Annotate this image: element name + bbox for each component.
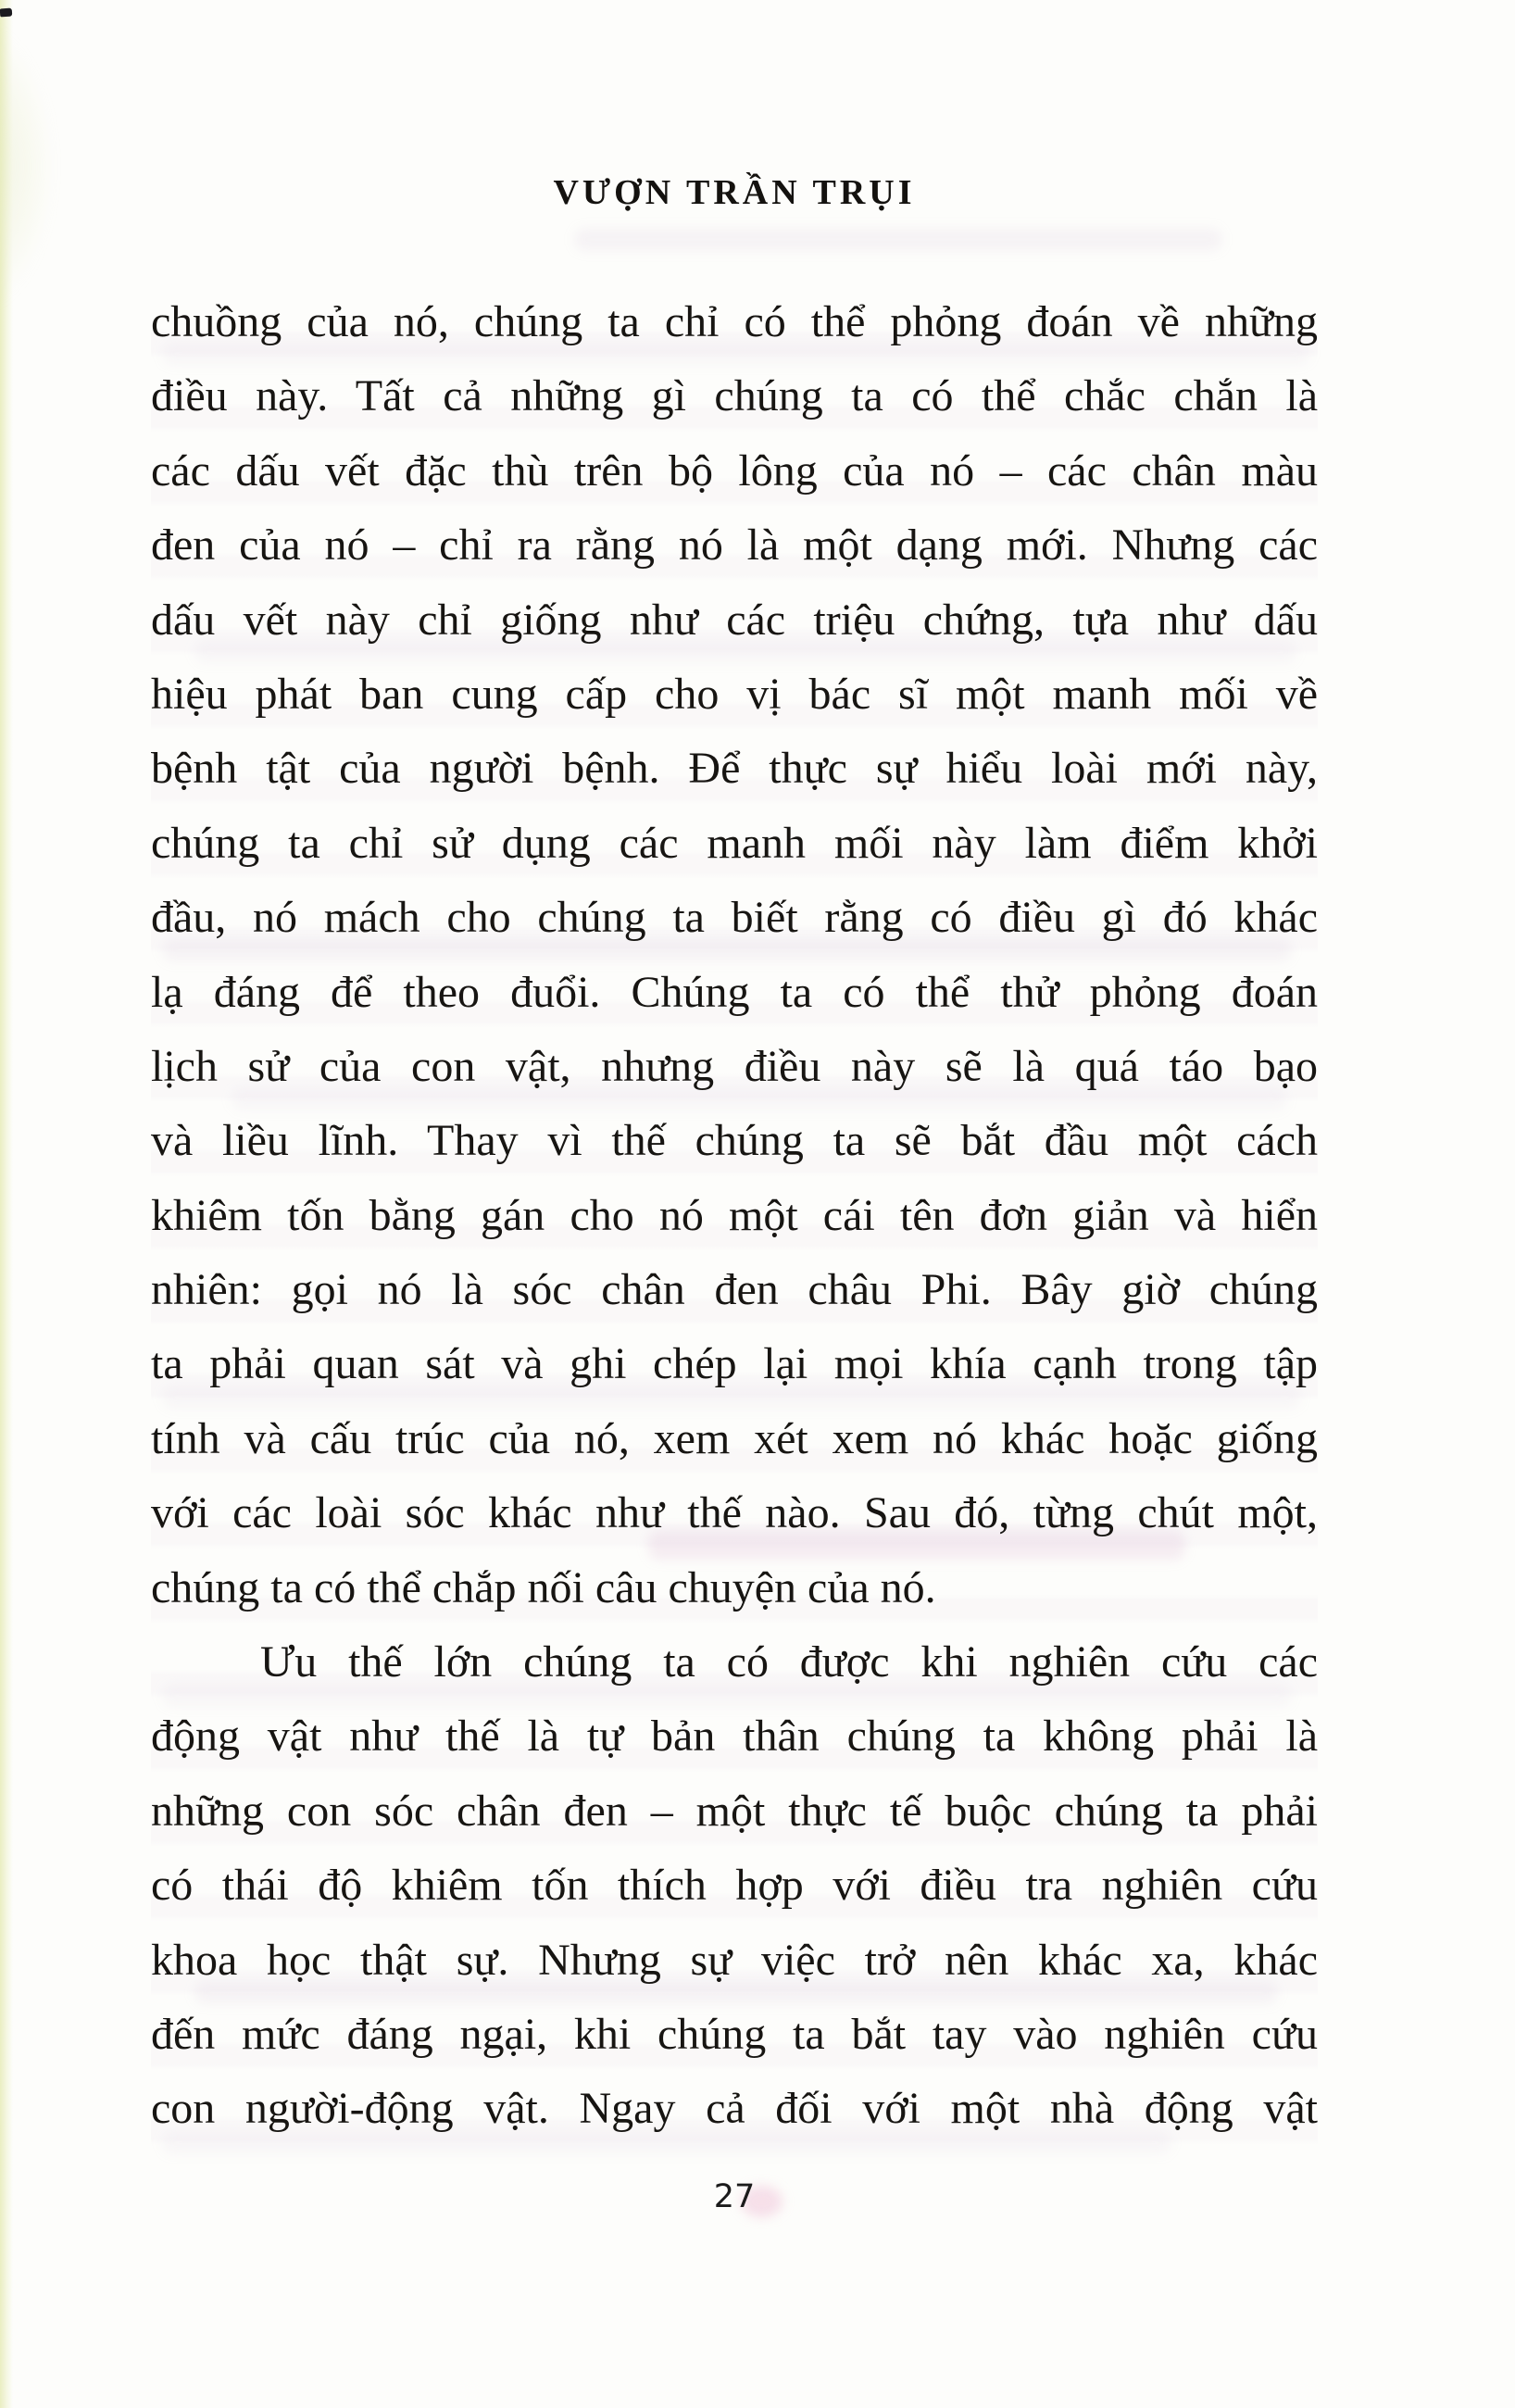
text-line: động vật như thế là tự bản thân chúng ta không phải là [151, 1712, 1318, 1762]
text-line: lịch sử của con vật, nhưng điều này sẽ là quá táo bạo [151, 1041, 1318, 1091]
text-line: hiệu phát ban cung cấp cho vị bác sĩ một manh mối về [151, 669, 1318, 719]
text-line: bệnh tật của người bệnh. Để thực sự hiểu loài mới này, [151, 744, 1318, 794]
text-line: chúng ta chỉ sử dụng các manh mối này làm điểm khởi [151, 818, 1318, 868]
text-line: đến mức đáng ngại, khi chúng ta bắt tay vào nghiên cứu [151, 2009, 1318, 2059]
text-line: dấu vết này chỉ giống như các triệu chứng, tựa như dấu [151, 595, 1318, 645]
text-line: con người-động vật. Ngay cả đối với một nhà động vật [151, 2084, 1318, 2134]
bleed-through-artifact [574, 228, 1222, 251]
text-line: lạ đáng để theo đuổi. Chúng ta có thể thử phỏng đoán [151, 967, 1318, 1017]
page-number: 27 [713, 2178, 756, 2215]
text-line: khiêm tốn bằng gán cho nó một cái tên đơn giản và hiển [151, 1190, 1318, 1240]
text-line: khoa học thật sự. Nhưng sự việc trở nên khác xa, khác [151, 1935, 1318, 1985]
running-header-title: VƯỢN TRẦN TRỤI [553, 173, 916, 212]
text-line: ta phải quan sát và ghi chép lại mọi khía cạnh trong tập [151, 1339, 1318, 1389]
text-line: đen của nó – chỉ ra rằng nó là một dạng mới. Nhưng các [151, 520, 1318, 571]
text-line: các dấu vết đặc thù trên bộ lông của nó – các chân màu [151, 445, 1318, 495]
scan-corner-mark [0, 8, 12, 18]
scan-edge-artifact [0, 0, 13, 2408]
text-line: với các loài sóc khác như thế nào. Sau đó, từng chút một, [151, 1488, 1318, 1538]
body-text [151, 285, 1318, 2147]
text-line: đầu, nó mách cho chúng ta biết rằng có điều gì đó khác [151, 893, 1318, 943]
text-line: điều này. Tất cả những gì chúng ta có thể chắc chắn là [151, 371, 1318, 421]
text-line: nhiên: gọi nó là sóc chân đen châu Phi. Bây giờ chúng [151, 1265, 1318, 1315]
scan-edge-artifact [0, 19, 56, 315]
text-line: chuồng của nó, chúng ta chỉ có thể phỏng đoán về những [151, 297, 1318, 346]
text-line-paragraph-start: Ưu thế lớn chúng ta có được khi nghiên cứu các [260, 1637, 1318, 1687]
text-line: có thái độ khiêm tốn thích hợp với điều tra nghiên cứu [151, 1861, 1318, 1911]
text-line: tính và cấu trúc của nó, xem xét xem nó khác hoặc giống [151, 1413, 1318, 1463]
text-line: những con sóc chân đen – một thực tế buộc chúng ta phải [151, 1786, 1318, 1836]
text-line: chúng ta có thể chắp nối câu chuyện của nó. [151, 1562, 936, 1612]
text-line: và liều lĩnh. Thay vì thế chúng ta sẽ bắt đầu một cách [151, 1116, 1318, 1166]
